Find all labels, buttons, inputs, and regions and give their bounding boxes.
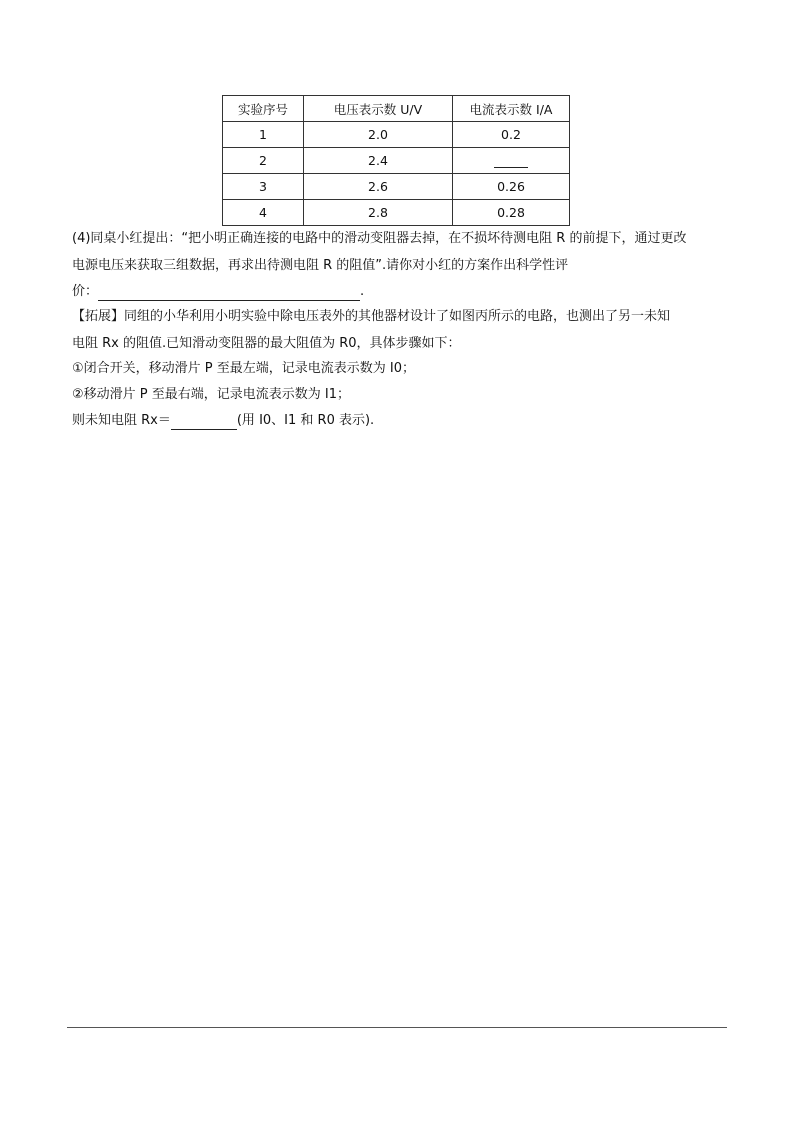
extension-line-2: 电阻 Rx 的阻值.已知滑动变阻器的最大阻值为 R0，具体步骤如下： — [72, 336, 461, 351]
answer-blank-current[interactable] — [494, 155, 528, 168]
q4-answer-suffix: . — [360, 284, 365, 299]
table-row — [223, 148, 570, 174]
header-current: 电流表示数 I/A — [453, 96, 570, 122]
answer-blank-evaluation[interactable] — [98, 286, 360, 301]
header-trial-number: 实验序号 — [223, 96, 304, 122]
cell-voltage: 2.0 — [304, 122, 453, 148]
cell-current: 0.2 — [453, 122, 570, 148]
table-header-row — [223, 96, 570, 122]
q4-line-2: 电源电压来获取三组数据，再求出待测电阻 R 的阻值”.请你对小红的方案作出科学性评 — [72, 258, 569, 273]
answer-blank-rx[interactable] — [171, 415, 237, 430]
table-row — [223, 174, 570, 200]
cell-trial: 1 — [223, 122, 304, 148]
footer-divider — [67, 1027, 727, 1028]
extension-step-1: ①闭合开关，移动滑片 P 至最左端，记录电流表示数为 I0； — [72, 361, 415, 376]
header-voltage: 电压表示数 U/V — [304, 96, 453, 122]
cell-trial: 4 — [223, 200, 304, 226]
cell-trial: 2 — [223, 148, 304, 174]
table-row — [223, 122, 570, 148]
data-table — [222, 95, 570, 226]
cell-current: 0.28 — [453, 200, 570, 226]
cell-trial: 3 — [223, 174, 304, 200]
extension-step-2: ②移动滑片 P 至最右端，记录电流表示数为 I1； — [72, 387, 350, 402]
cell-voltage: 2.6 — [304, 174, 453, 200]
result-suffix: (用 I0、I1 和 R0 表示). — [236, 413, 375, 428]
cell-current-blank[interactable] — [453, 148, 570, 174]
cell-current: 0.26 — [453, 174, 570, 200]
q4-line-3 — [72, 283, 364, 301]
q4-line-1: (4)同桌小红提出：“把小明正确连接的电路中的滑动变阻器去掉，在不损坏待测电阻 R 的前提下，通过更改 — [72, 231, 687, 246]
q4-answer-prefix: 价： — [72, 284, 99, 299]
cell-voltage: 2.8 — [304, 200, 453, 226]
cell-voltage: 2.4 — [304, 148, 453, 174]
table-row — [223, 200, 570, 226]
extension-result — [72, 412, 374, 430]
extension-line-1: 【拓展】同组的小华利用小明实验中除电压表外的其他器材设计了如图丙所示的电路，也测出了另一未知 — [72, 309, 671, 324]
result-prefix: 则未知电阻 Rx＝ — [72, 413, 171, 428]
